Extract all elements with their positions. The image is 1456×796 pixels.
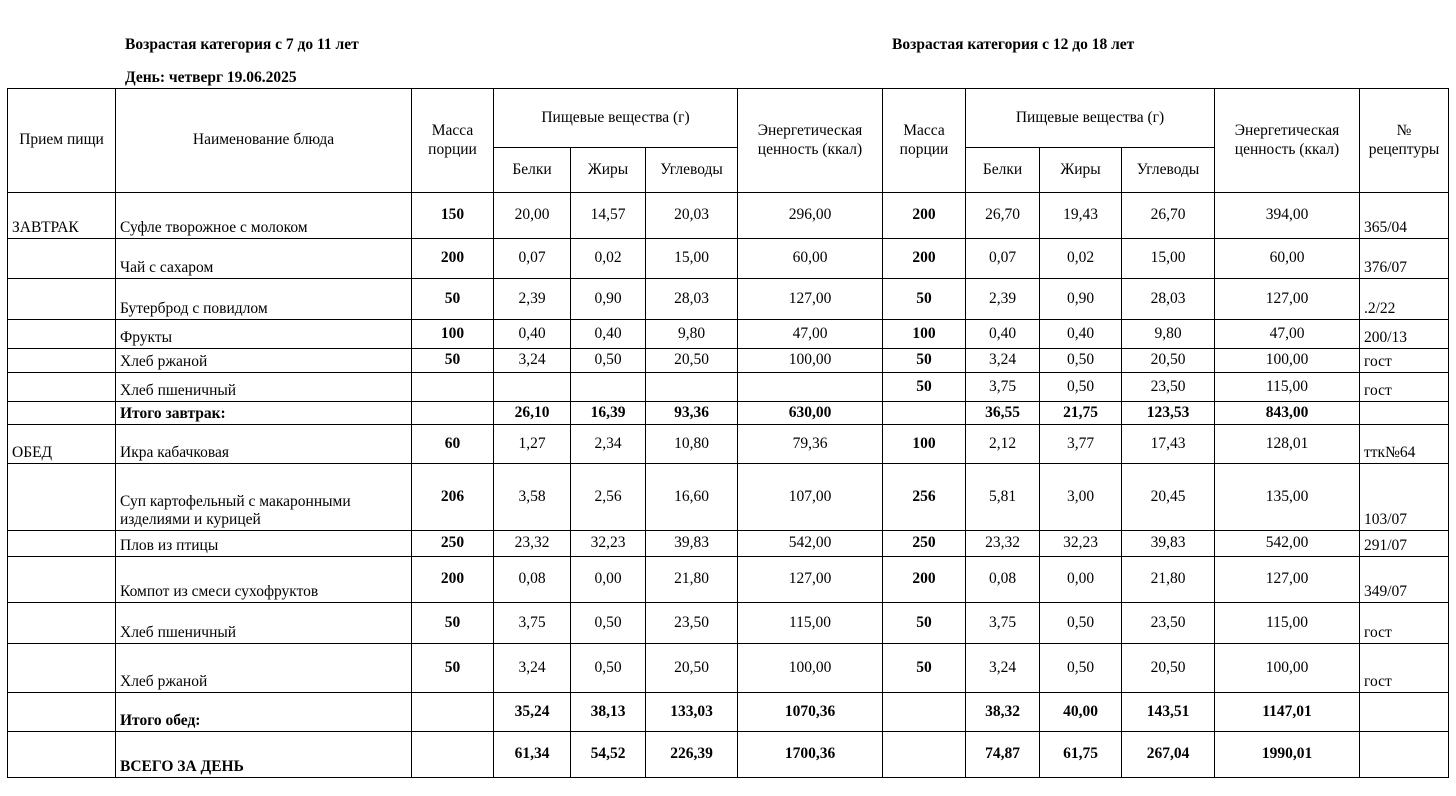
recipe-number-cell: .2/22 [1360, 279, 1449, 320]
table-row [8, 279, 1449, 320]
recipe-number-cell: 103/07 [1360, 464, 1449, 531]
table-row [8, 373, 1449, 402]
energy-a-cell: 127,00 [738, 279, 883, 320]
carbs-b-cell: 39,83 [1122, 531, 1215, 557]
fat-a-cell: 0,00 [571, 557, 646, 603]
fat-b-cell: 21,75 [1040, 402, 1122, 425]
energy-a-cell: 127,00 [738, 557, 883, 603]
energy-b-cell: 60,00 [1215, 239, 1360, 279]
carbs-a-cell [646, 373, 738, 402]
energy-b-cell: 115,00 [1215, 373, 1360, 402]
fat-a-cell: 2,56 [571, 464, 646, 531]
energy-b-cell: 1147,01 [1215, 693, 1360, 732]
fat-a-cell: 14,57 [571, 193, 646, 239]
mass-a-cell: 50 [412, 603, 494, 644]
table-row [8, 464, 1449, 531]
table-row [8, 603, 1449, 644]
table-row [8, 531, 1449, 557]
protein-a-cell: 1,27 [494, 425, 571, 464]
dish-name-cell: ВСЕГО ЗА ДЕНЬ [116, 732, 412, 778]
protein-b-cell: 0,08 [966, 557, 1040, 603]
meal-cell [8, 402, 116, 425]
meal-cell [8, 279, 116, 320]
meal-cell [8, 557, 116, 603]
carbs-a-cell: 20,50 [646, 644, 738, 693]
col-header-protein-a: Белки [494, 148, 571, 193]
energy-a-cell: 1700,36 [738, 732, 883, 778]
protein-b-cell: 0,40 [966, 320, 1040, 349]
dish-name-cell: Плов из птицы [116, 531, 412, 557]
fat-a-cell: 0,50 [571, 644, 646, 693]
protein-b-cell: 74,87 [966, 732, 1040, 778]
protein-b-cell: 23,32 [966, 531, 1040, 557]
col-header-recipe: № рецептуры [1360, 89, 1449, 193]
energy-a-cell: 1070,36 [738, 693, 883, 732]
carbs-a-cell: 39,83 [646, 531, 738, 557]
fat-a-cell: 0,50 [571, 349, 646, 373]
menu-table [7, 88, 1449, 778]
col-header-meal: Прием пищи [8, 89, 116, 193]
fat-b-cell: 3,00 [1040, 464, 1122, 531]
carbs-a-cell: 93,36 [646, 402, 738, 425]
recipe-number-cell: гост [1360, 349, 1449, 373]
protein-b-cell: 3,24 [966, 349, 1040, 373]
meal-cell: ЗАВТРАК [8, 193, 116, 239]
dish-name-cell: Хлеб ржаной [116, 349, 412, 373]
table-row [8, 349, 1449, 373]
dish-name-cell: Суп картофельный с макаронными изделиями и курицей [116, 464, 412, 531]
carbs-a-cell: 9,80 [646, 320, 738, 349]
protein-a-cell: 3,24 [494, 349, 571, 373]
table-row [8, 557, 1449, 603]
meal-cell [8, 320, 116, 349]
carbs-b-cell: 123,53 [1122, 402, 1215, 425]
protein-a-cell: 23,32 [494, 531, 571, 557]
mass-a-cell: 50 [412, 644, 494, 693]
col-header-mass-b: Масса порции [883, 89, 966, 193]
fat-a-cell: 0,02 [571, 239, 646, 279]
energy-a-cell: 296,00 [738, 193, 883, 239]
fat-a-cell [571, 373, 646, 402]
dish-name-cell: Хлеб ржаной [116, 644, 412, 693]
recipe-number-cell: 349/07 [1360, 557, 1449, 603]
protein-a-cell: 0,07 [494, 239, 571, 279]
protein-b-cell: 3,24 [966, 644, 1040, 693]
protein-a-cell: 35,24 [494, 693, 571, 732]
energy-a-cell: 542,00 [738, 531, 883, 557]
fat-a-cell: 0,90 [571, 279, 646, 320]
fat-b-cell: 0,50 [1040, 349, 1122, 373]
mass-a-cell [412, 732, 494, 778]
energy-a-cell: 47,00 [738, 320, 883, 349]
protein-a-cell: 20,00 [494, 193, 571, 239]
protein-b-cell: 0,07 [966, 239, 1040, 279]
col-header-dish: Наименование блюда [116, 89, 412, 193]
table-row [8, 239, 1449, 279]
mass-b-cell: 50 [883, 349, 966, 373]
fat-b-cell: 0,90 [1040, 279, 1122, 320]
carbs-a-cell: 21,80 [646, 557, 738, 603]
fat-b-cell: 32,23 [1040, 531, 1122, 557]
fat-a-cell: 0,50 [571, 603, 646, 644]
energy-b-cell: 128,01 [1215, 425, 1360, 464]
carbs-b-cell: 17,43 [1122, 425, 1215, 464]
mass-b-cell: 50 [883, 279, 966, 320]
protein-a-cell: 0,08 [494, 557, 571, 603]
col-header-carbs-b: Углеводы [1122, 148, 1215, 193]
fat-a-cell: 2,34 [571, 425, 646, 464]
mass-a-cell: 250 [412, 531, 494, 557]
dish-name-cell: Икра кабачковая [116, 425, 412, 464]
dish-name-cell: Бутерброд с повидлом [116, 279, 412, 320]
carbs-a-cell: 16,60 [646, 464, 738, 531]
mass-a-cell: 60 [412, 425, 494, 464]
carbs-a-cell: 28,03 [646, 279, 738, 320]
energy-b-cell: 843,00 [1215, 402, 1360, 425]
table-row [8, 193, 1449, 239]
carbs-a-cell: 10,80 [646, 425, 738, 464]
recipe-number-cell: 291/07 [1360, 531, 1449, 557]
carbs-b-cell: 26,70 [1122, 193, 1215, 239]
protein-a-cell: 26,10 [494, 402, 571, 425]
mass-a-cell: 206 [412, 464, 494, 531]
mass-a-cell: 200 [412, 239, 494, 279]
mass-b-cell: 200 [883, 557, 966, 603]
carbs-b-cell: 23,50 [1122, 373, 1215, 402]
carbs-a-cell: 23,50 [646, 603, 738, 644]
mass-a-cell [412, 373, 494, 402]
energy-b-cell: 127,00 [1215, 279, 1360, 320]
protein-b-cell: 3,75 [966, 603, 1040, 644]
carbs-b-cell: 20,50 [1122, 644, 1215, 693]
energy-b-cell: 542,00 [1215, 531, 1360, 557]
mass-a-cell: 50 [412, 279, 494, 320]
meal-cell [8, 603, 116, 644]
table-row [8, 425, 1449, 464]
col-header-mass-a: Масса порции [412, 89, 494, 193]
meal-cell: ОБЕД [8, 425, 116, 464]
table-row [8, 320, 1449, 349]
dish-name-cell: Хлеб пшеничный [116, 603, 412, 644]
mass-b-cell [883, 693, 966, 732]
mass-a-cell: 150 [412, 193, 494, 239]
dish-name-cell: Итого обед: [116, 693, 412, 732]
carbs-a-cell: 20,03 [646, 193, 738, 239]
age-category-left-title: Возрастая категория с 7 до 11 лет [125, 36, 359, 53]
col-header-energy-b: Энергетическая ценность (ккал) [1215, 89, 1360, 193]
carbs-b-cell: 267,04 [1122, 732, 1215, 778]
col-header-fat-a: Жиры [571, 148, 646, 193]
protein-a-cell [494, 373, 571, 402]
energy-a-cell: 60,00 [738, 239, 883, 279]
col-header-energy-a: Энергетическая ценность (ккал) [738, 89, 883, 193]
carbs-b-cell: 143,51 [1122, 693, 1215, 732]
recipe-number-cell [1360, 693, 1449, 732]
energy-a-cell: 79,36 [738, 425, 883, 464]
mass-b-cell: 100 [883, 425, 966, 464]
energy-a-cell: 107,00 [738, 464, 883, 531]
recipe-number-cell: 365/04 [1360, 193, 1449, 239]
fat-a-cell: 16,39 [571, 402, 646, 425]
meal-cell [8, 732, 116, 778]
recipe-number-cell: гост [1360, 603, 1449, 644]
col-header-nutrients-a: Пищевые вещества (г) [494, 89, 738, 148]
mass-b-cell [883, 732, 966, 778]
dish-name-cell: Суфле творожное с молоком [116, 193, 412, 239]
carbs-b-cell: 20,50 [1122, 349, 1215, 373]
protein-a-cell: 3,75 [494, 603, 571, 644]
col-header-carbs-a: Углеводы [646, 148, 738, 193]
mass-a-cell [412, 693, 494, 732]
recipe-number-cell: гост [1360, 644, 1449, 693]
protein-b-cell: 2,39 [966, 279, 1040, 320]
energy-a-cell: 100,00 [738, 644, 883, 693]
carbs-a-cell: 133,03 [646, 693, 738, 732]
energy-b-cell: 135,00 [1215, 464, 1360, 531]
fat-b-cell: 19,43 [1040, 193, 1122, 239]
meal-cell [8, 531, 116, 557]
protein-b-cell: 2,12 [966, 425, 1040, 464]
carbs-b-cell: 28,03 [1122, 279, 1215, 320]
fat-a-cell: 0,40 [571, 320, 646, 349]
energy-b-cell: 100,00 [1215, 349, 1360, 373]
recipe-number-cell [1360, 732, 1449, 778]
meal-cell [8, 644, 116, 693]
energy-b-cell: 115,00 [1215, 603, 1360, 644]
energy-a-cell: 115,00 [738, 603, 883, 644]
table-total-row [8, 693, 1449, 732]
mass-b-cell: 100 [883, 320, 966, 349]
meal-cell [8, 239, 116, 279]
carbs-b-cell: 23,50 [1122, 603, 1215, 644]
recipe-number-cell [1360, 402, 1449, 425]
protein-b-cell: 36,55 [966, 402, 1040, 425]
mass-a-cell: 100 [412, 320, 494, 349]
dish-name-cell: Компот из смеси сухофруктов [116, 557, 412, 603]
recipe-number-cell: 376/07 [1360, 239, 1449, 279]
fat-b-cell: 40,00 [1040, 693, 1122, 732]
mass-a-cell [412, 402, 494, 425]
col-header-nutrients-b: Пищевые вещества (г) [966, 89, 1215, 148]
dish-name-cell: Итого завтрак: [116, 402, 412, 425]
fat-a-cell: 32,23 [571, 531, 646, 557]
carbs-a-cell: 15,00 [646, 239, 738, 279]
fat-b-cell: 0,50 [1040, 373, 1122, 402]
energy-a-cell [738, 373, 883, 402]
fat-a-cell: 38,13 [571, 693, 646, 732]
carbs-a-cell: 20,50 [646, 349, 738, 373]
mass-b-cell: 200 [883, 193, 966, 239]
fat-b-cell: 0,50 [1040, 603, 1122, 644]
protein-a-cell: 2,39 [494, 279, 571, 320]
energy-b-cell: 127,00 [1215, 557, 1360, 603]
age-category-right-title: Возрастая категория с 12 до 18 лет [892, 36, 1135, 53]
table-row [8, 644, 1449, 693]
table-total-row [8, 402, 1449, 425]
mass-b-cell: 250 [883, 531, 966, 557]
recipe-number-cell: ттк№64 [1360, 425, 1449, 464]
carbs-b-cell: 15,00 [1122, 239, 1215, 279]
fat-b-cell: 0,40 [1040, 320, 1122, 349]
dish-name-cell: Хлеб пшеничный [116, 373, 412, 402]
energy-b-cell: 47,00 [1215, 320, 1360, 349]
energy-b-cell: 394,00 [1215, 193, 1360, 239]
energy-a-cell: 100,00 [738, 349, 883, 373]
meal-cell [8, 464, 116, 531]
mass-b-cell: 50 [883, 644, 966, 693]
protein-a-cell: 0,40 [494, 320, 571, 349]
col-header-fat-b: Жиры [1040, 148, 1122, 193]
col-header-protein-b: Белки [966, 148, 1040, 193]
mass-b-cell: 200 [883, 239, 966, 279]
protein-b-cell: 5,81 [966, 464, 1040, 531]
table-total-row [8, 732, 1449, 778]
day-label: День: четверг 19.06.2025 [125, 69, 297, 86]
energy-b-cell: 100,00 [1215, 644, 1360, 693]
meal-cell [8, 349, 116, 373]
carbs-b-cell: 21,80 [1122, 557, 1215, 603]
carbs-b-cell: 20,45 [1122, 464, 1215, 531]
dish-name-cell: Фрукты [116, 320, 412, 349]
mass-b-cell: 50 [883, 603, 966, 644]
recipe-number-cell: гост [1360, 373, 1449, 402]
energy-b-cell: 1990,01 [1215, 732, 1360, 778]
protein-a-cell: 3,24 [494, 644, 571, 693]
meal-cell [8, 373, 116, 402]
protein-b-cell: 26,70 [966, 193, 1040, 239]
dish-name-cell: Чай с сахаром [116, 239, 412, 279]
fat-b-cell: 0,00 [1040, 557, 1122, 603]
fat-b-cell: 61,75 [1040, 732, 1122, 778]
recipe-number-cell: 200/13 [1360, 320, 1449, 349]
energy-a-cell: 630,00 [738, 402, 883, 425]
protein-b-cell: 3,75 [966, 373, 1040, 402]
fat-b-cell: 3,77 [1040, 425, 1122, 464]
fat-b-cell: 0,50 [1040, 644, 1122, 693]
mass-b-cell: 50 [883, 373, 966, 402]
protein-b-cell: 38,32 [966, 693, 1040, 732]
mass-a-cell: 50 [412, 349, 494, 373]
carbs-a-cell: 226,39 [646, 732, 738, 778]
mass-b-cell: 256 [883, 464, 966, 531]
meal-cell [8, 693, 116, 732]
carbs-b-cell: 9,80 [1122, 320, 1215, 349]
mass-a-cell: 200 [412, 557, 494, 603]
protein-a-cell: 3,58 [494, 464, 571, 531]
fat-a-cell: 54,52 [571, 732, 646, 778]
fat-b-cell: 0,02 [1040, 239, 1122, 279]
mass-b-cell [883, 402, 966, 425]
protein-a-cell: 61,34 [494, 732, 571, 778]
